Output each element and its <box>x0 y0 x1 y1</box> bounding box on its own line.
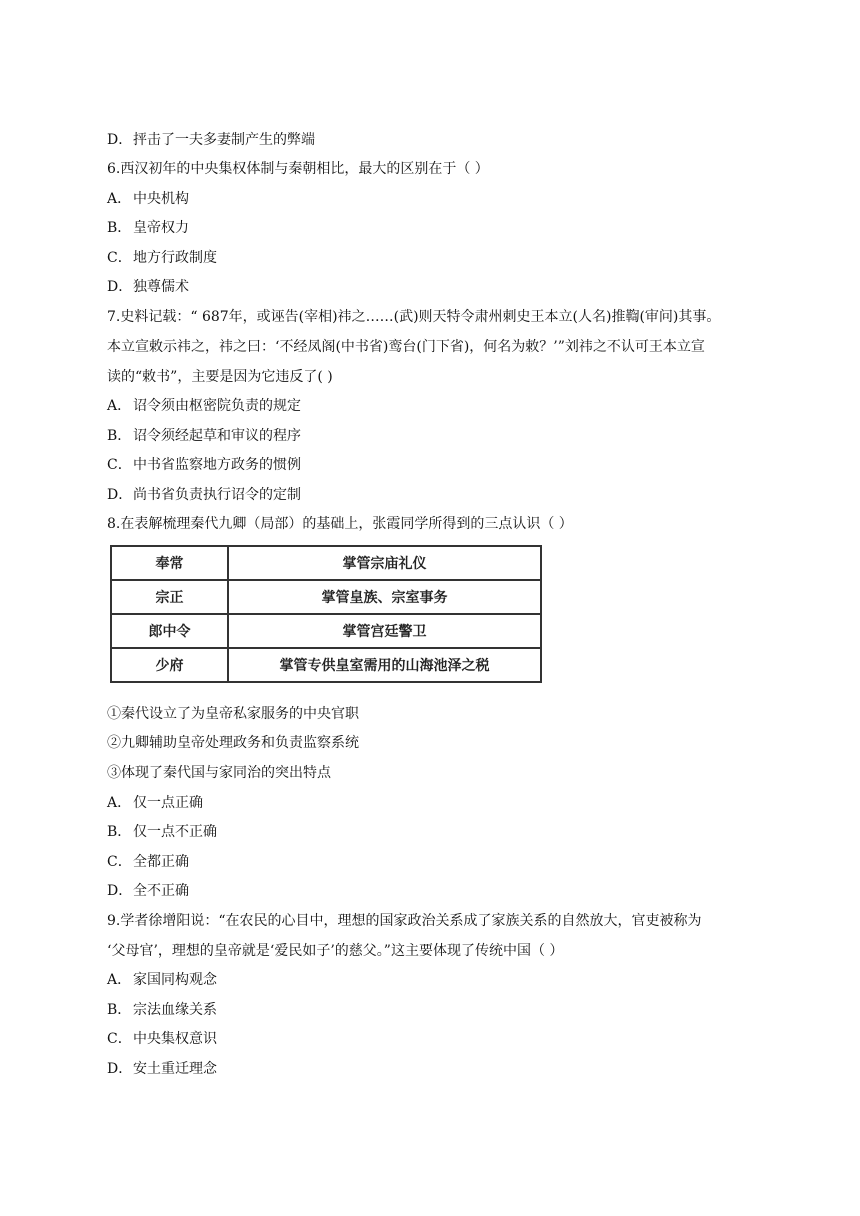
q9-option-a <box>107 971 217 989</box>
option-letter: C． <box>107 457 132 473</box>
option-letter: D． <box>107 132 133 148</box>
q6-option-d <box>107 278 189 296</box>
option-letter: D． <box>107 279 133 295</box>
option-text: 中央集权意识 <box>133 1031 217 1047</box>
q6-option-c <box>107 249 217 267</box>
option-letter: A． <box>107 795 132 811</box>
option-letter: C． <box>107 250 132 266</box>
q7-stem-line-2: 本立宣敕示祎之，祎之曰：‘不经凤阁(中书省)鸾台(门下省)，何名为敕？’”刘祎之不认可王本立宣 <box>107 339 705 355</box>
option-text: 仅一点不正确 <box>133 824 217 840</box>
q8-statement-1: ①秦代设立了为皇帝私家服务的中央官职 <box>107 706 359 722</box>
option-text: 独尊儒术 <box>133 279 189 295</box>
option-letter: D． <box>107 883 133 899</box>
option-text: 仅一点正确 <box>133 795 203 811</box>
official-duty-cell: 掌管宗庙礼仪 <box>228 546 541 580</box>
option-letter: B． <box>107 428 132 444</box>
q8-option-a <box>107 794 203 812</box>
q9-option-c <box>107 1030 217 1048</box>
official-name-cell: 宗正 <box>111 580 228 614</box>
q8-option-d <box>107 882 189 900</box>
q8-option-b <box>107 823 217 841</box>
official-name-cell: 郎中令 <box>111 614 228 648</box>
option-text: 全都正确 <box>133 854 189 870</box>
q5-option-d <box>107 131 315 149</box>
option-letter: B． <box>107 1002 132 1018</box>
option-text: 诏令须经起草和审议的程序 <box>133 428 301 444</box>
q7-option-a <box>107 397 301 415</box>
option-letter: D． <box>107 487 133 503</box>
official-duty-cell: 掌管宫廷警卫 <box>228 614 541 648</box>
table-row <box>111 614 541 648</box>
official-duty-cell: 掌管专供皇室需用的山海池泽之税 <box>228 648 541 682</box>
option-letter: A． <box>107 398 132 414</box>
option-letter: A． <box>107 972 132 988</box>
q7-option-d <box>107 486 301 504</box>
q9-stem-line-1: 9.学者徐增阳说：“在农民的心目中，理想的国家政治关系成了家族关系的自然放大，官吏被称为 <box>107 913 702 929</box>
q7-stem-line-3: 读的“敕书”，主要是因为它违反了( ) <box>107 369 333 385</box>
option-text: 安土重迁理念 <box>133 1061 217 1077</box>
option-text: 全不正确 <box>133 883 189 899</box>
q9-option-d <box>107 1060 217 1078</box>
option-text: 中书省监察地方政务的惯例 <box>133 457 301 473</box>
official-name-cell: 少府 <box>111 648 228 682</box>
option-letter: B． <box>107 220 132 236</box>
option-text: 中央机构 <box>133 191 189 207</box>
q7-option-c <box>107 456 301 474</box>
q6-option-b <box>107 219 189 237</box>
official-duty-cell: 掌管皇族、宗室事务 <box>228 580 541 614</box>
q8-statement-2: ②九卿辅助皇帝处理政务和负责监察系统 <box>107 735 359 751</box>
q7-stem-line-1: 7.史料记载：“ 687年，或诬告(宰相)祎之……(武)则天特令肃州刺史王本立(人名)推鞫(审问)其事。 <box>107 309 721 325</box>
option-letter: B． <box>107 824 132 840</box>
official-name-cell: 奉常 <box>111 546 228 580</box>
option-letter: C． <box>107 1031 132 1047</box>
option-text: 地方行政制度 <box>133 250 217 266</box>
option-text: 抨击了一夫多妻制产生的弊端 <box>133 132 315 148</box>
option-text: 尚书省负责执行诏令的定制 <box>133 487 301 503</box>
option-letter: C． <box>107 854 132 870</box>
q8-stem: 8.在表解梳理秦代九卿（局部）的基础上，张霞同学所得到的三点认识（ ） <box>107 516 573 532</box>
q6-stem: 6.西汉初年的中央集权体制与秦朝相比，最大的区别在于（ ） <box>107 161 489 177</box>
nine-ministers-table <box>110 545 542 683</box>
q8-statement-3: ③体现了秦代国与家同治的突出特点 <box>107 765 331 781</box>
q9-option-b <box>107 1001 217 1019</box>
q9-stem-line-2: ‘父母官’，理想的皇帝就是‘爱民如子’的慈父。”这主要体现了传统中国（ ） <box>107 943 564 959</box>
option-text: 宗法血缘关系 <box>133 1002 217 1018</box>
table-row <box>111 546 541 580</box>
option-text: 诏令须由枢密院负责的规定 <box>133 398 301 414</box>
option-text: 家国同构观念 <box>133 972 217 988</box>
table-row <box>111 648 541 682</box>
option-text: 皇帝权力 <box>133 220 189 236</box>
option-letter: A． <box>107 191 132 207</box>
q8-option-c <box>107 853 189 871</box>
option-letter: D． <box>107 1061 133 1077</box>
q7-option-b <box>107 427 301 445</box>
table-row <box>111 580 541 614</box>
q6-option-a <box>107 190 189 208</box>
